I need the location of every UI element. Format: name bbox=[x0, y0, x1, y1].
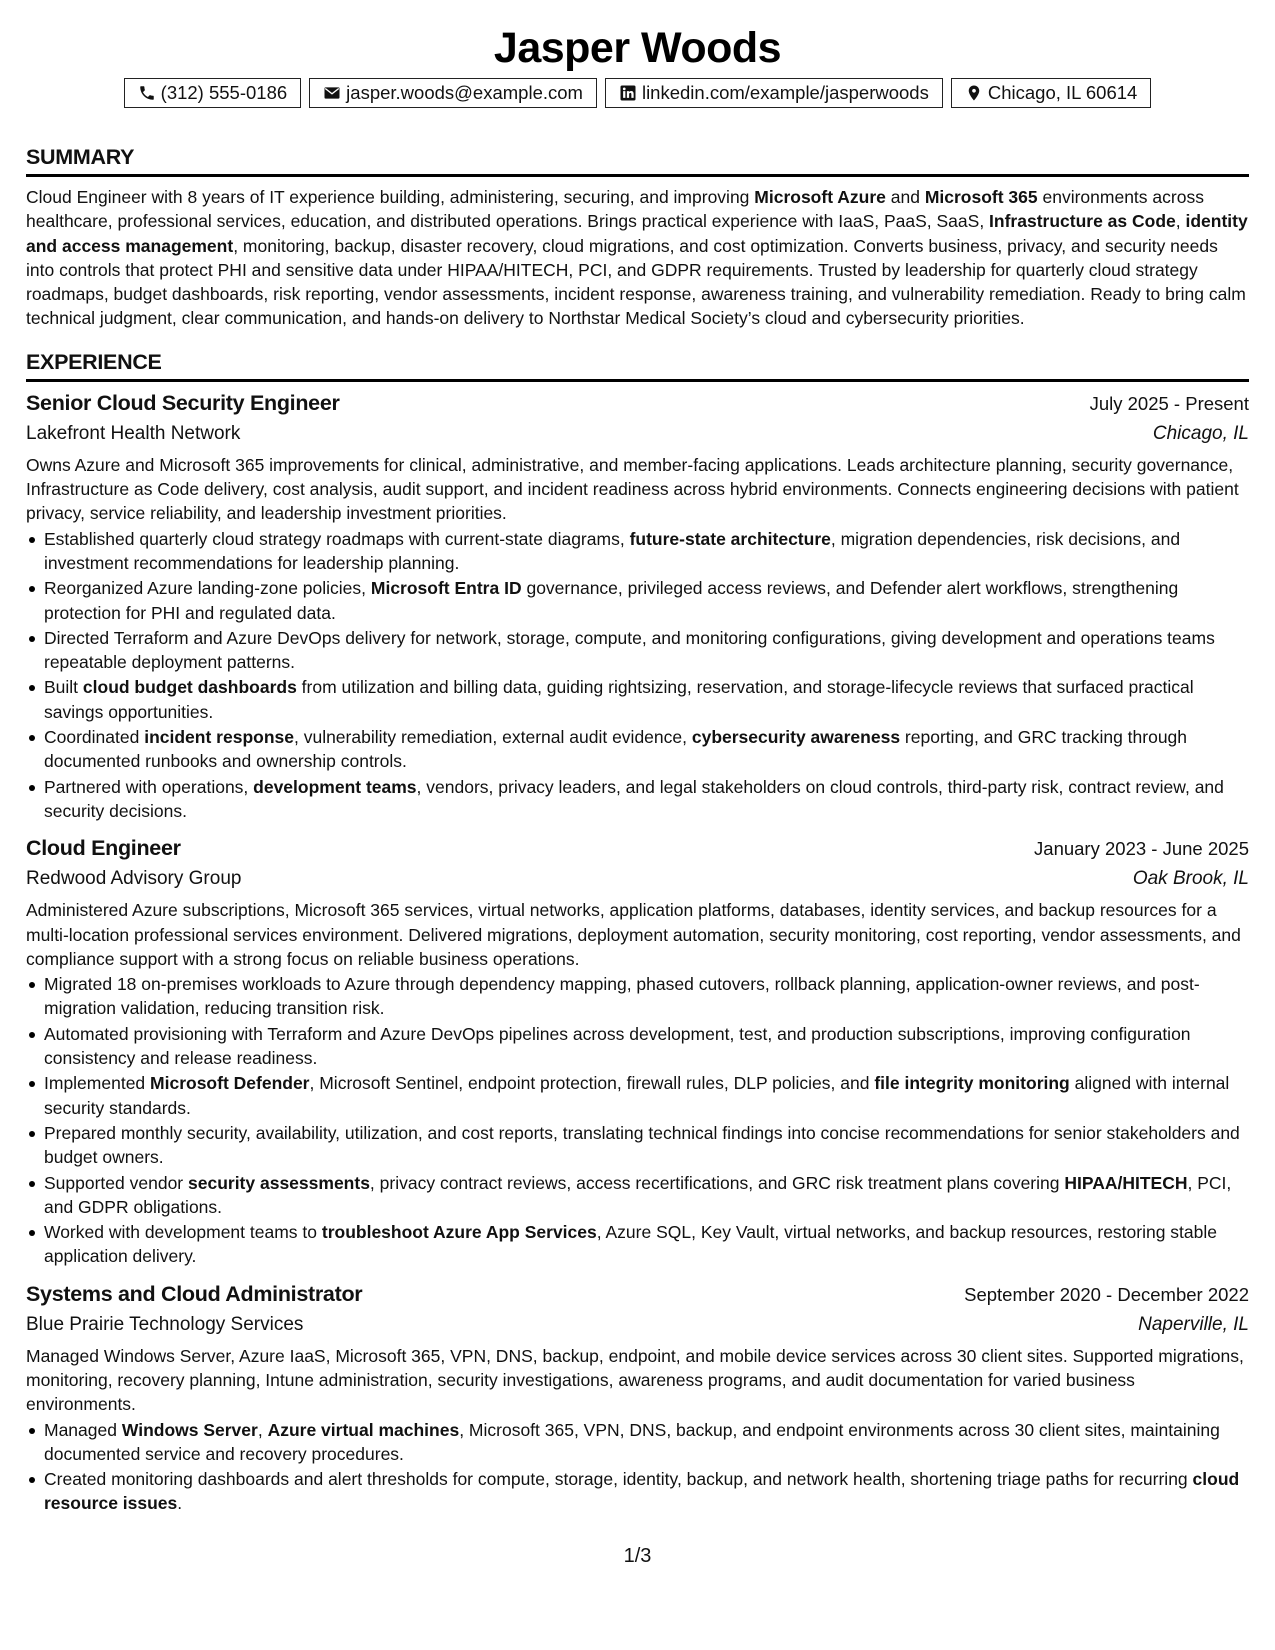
text-run: governance, privileged access reviews, and Defender alert workflows, strengthening protection for PHI and regulated data. bbox=[44, 578, 1179, 623]
bullet-item bbox=[26, 1022, 1249, 1071]
bold-text: incident response bbox=[144, 727, 294, 748]
text-run: reporting, and GRC tracking through documented runbooks and ownership controls. bbox=[44, 727, 1188, 772]
text-run: Worked with development teams to bbox=[44, 1222, 322, 1243]
bullet-item bbox=[26, 725, 1249, 774]
job-title: Cloud Engineer bbox=[26, 836, 181, 861]
job-bullets bbox=[26, 1418, 1249, 1516]
text-run: Partnered with operations, bbox=[44, 776, 254, 797]
text-run: , vulnerability remediation, external audit evidence, bbox=[293, 727, 692, 748]
envelope-icon bbox=[323, 84, 341, 102]
job-entry bbox=[26, 1279, 1249, 1516]
text-run: Automated provisioning with Terraform and Azure DevOps pipelines across development, test, and production subscriptions, improving configuration consistency and release readiness. bbox=[44, 1023, 1191, 1069]
text-run: Implemented bbox=[44, 1073, 151, 1094]
job-entry bbox=[26, 833, 1249, 1268]
text-run: , migration dependencies, risk decisions, and investment recommendations for leadership planning. bbox=[44, 528, 1181, 573]
bullet-item bbox=[26, 1171, 1249, 1220]
contact-bar bbox=[26, 78, 1249, 108]
contact-email-text: jasper.woods@example.com bbox=[346, 81, 583, 103]
bold-text: file integrity monitoring bbox=[874, 1073, 1070, 1094]
text-run: , vendors, privacy leaders, and legal stakeholders on cloud controls, third-party risk, contract review, and security decisions. bbox=[44, 776, 1224, 821]
text-run: , bbox=[1175, 211, 1186, 232]
bullet-item bbox=[26, 576, 1249, 625]
job-dates: January 2023 - June 2025 bbox=[1034, 838, 1249, 860]
job-bullets bbox=[26, 527, 1249, 824]
text-run: . bbox=[177, 1493, 183, 1514]
job-location: Naperville, IL bbox=[1138, 1313, 1249, 1335]
contact-linkedin-text: linkedin.com/example/jasperwoods bbox=[641, 81, 929, 103]
bold-text: HIPAA/HITECH bbox=[1064, 1172, 1188, 1193]
job-description: Managed Windows Server, Azure IaaS, Microsoft 365, VPN, DNS, backup, endpoint, and mobile device services across 30 client sites. Supported migrations, monitoring, recovery planning, Intune administration, security investigations, awareness programs, and audit documentation for varied business environments. bbox=[26, 1345, 1244, 1415]
bold-text: Microsoft Azure bbox=[754, 187, 886, 207]
text-run: , Microsoft 365, VPN, DNS, backup, and endpoint environments across 30 client sites, maintaining documented service and recovery procedures. bbox=[44, 1419, 1220, 1464]
text-run: , Microsoft Sentinel, endpoint protection, firewall rules, DLP policies, and bbox=[309, 1073, 875, 1094]
phone-icon bbox=[138, 84, 156, 102]
text-run: , PCI, and GDPR obligations. bbox=[44, 1172, 1232, 1217]
bold-text: troubleshoot Azure App Services bbox=[321, 1222, 597, 1243]
bullet-item bbox=[26, 1121, 1249, 1170]
bold-text: Microsoft Defender bbox=[150, 1073, 310, 1094]
job-title: Senior Cloud Security Engineer bbox=[26, 390, 340, 415]
bullet-item bbox=[26, 1418, 1249, 1467]
job-location: Oak Brook, IL bbox=[1132, 868, 1249, 890]
experience-heading: EXPERIENCE bbox=[26, 349, 1249, 382]
text-run: Reorganized Azure landing-zone policies, bbox=[44, 578, 371, 599]
contact-location bbox=[951, 78, 1151, 108]
experience-list bbox=[26, 388, 1249, 1516]
text-run: and bbox=[885, 187, 925, 207]
bullet-item bbox=[26, 527, 1249, 576]
page-number: 1/3 bbox=[623, 1545, 652, 1567]
contact-location-text: Chicago, IL 60614 bbox=[987, 81, 1138, 103]
contact-linkedin[interactable] bbox=[605, 78, 943, 108]
bold-text: security assessments bbox=[188, 1172, 370, 1193]
bullet-item bbox=[26, 1071, 1249, 1120]
text-run: Built bbox=[44, 677, 83, 698]
bold-text: Windows Server bbox=[121, 1419, 258, 1440]
job-description: Owns Azure and Microsoft 365 improvements for clinical, administrative, and member-facing applications. Leads architecture planning, security governance, Infrastructure as Code delivery, cost analysis, audit support, and incident readiness across hybrid environments. Connects engineering decisions with patient privacy, service reliability, and leadership investment priorities. bbox=[26, 454, 1239, 524]
summary-heading: SUMMARY bbox=[26, 144, 1249, 177]
job-bullets bbox=[26, 972, 1249, 1269]
bold-text: cloud resource issues bbox=[44, 1469, 1240, 1514]
map-pin-icon bbox=[965, 84, 983, 102]
contact-phone[interactable] bbox=[124, 78, 302, 108]
text-run: aligned with internal security standards. bbox=[44, 1073, 1230, 1118]
job-dates: September 2020 - December 2022 bbox=[964, 1283, 1249, 1305]
bold-text: future-state architecture bbox=[629, 528, 831, 549]
job-dates: July 2025 - Present bbox=[1089, 392, 1249, 414]
job-description: Administered Azure subscriptions, Microsoft 365 services, virtual networks, application platforms, databases, identity services, and backup resources for a multi-location professional services environment. Delivered migrations, deployment automation, security monitoring, cost reporting, vendor assessments, and compliance support with a strong focus on reliable business operations. bbox=[26, 900, 1241, 969]
linkedin-icon bbox=[619, 84, 637, 102]
job-company: Blue Prairie Technology Services bbox=[26, 1313, 304, 1335]
text-run: , monitoring, backup, disaster recovery, cloud migrations, and cost optimization. Converts business, privacy, and security needs into controls that protect PHI and sensitive data under HIPAA/HITECH, PCI, and GDPR requirements. Trusted by leadership for quarterly cloud strategy roadmaps, budget dashboards, risk reporting, vendor assessments, incident response, awareness training, and vulnerability remediation. Ready to bring calm technical judgment, clear communication, and hands-on delivery to Northstar Medical Society’s cloud and cybersecurity priorities. bbox=[26, 235, 1246, 329]
bold-text: Microsoft Entra ID bbox=[370, 578, 522, 599]
text-run: Coordinated bbox=[44, 727, 145, 748]
text-run: Migrated 18 on-premises workloads to Azure through dependency mapping, phased cutovers, rollback planning, application-owner reviews, and post-migration validation, reducing transition risk. bbox=[44, 974, 1200, 1019]
text-run: , privacy contract reviews, access recertifications, and GRC risk treatment plans covering bbox=[369, 1172, 1065, 1193]
bullet-item bbox=[26, 775, 1249, 824]
bold-text: cloud budget dashboards bbox=[82, 677, 297, 698]
bullet-item bbox=[26, 675, 1249, 724]
job-location: Chicago, IL bbox=[1152, 422, 1249, 444]
summary-text bbox=[26, 185, 1249, 331]
text-run: Managed bbox=[44, 1419, 122, 1440]
bold-text: identity and access management bbox=[26, 211, 1248, 256]
text-run: , Azure SQL, Key Vault, virtual networks, and backup resources, restoring stable application delivery. bbox=[44, 1222, 1218, 1267]
job-entry bbox=[26, 388, 1249, 823]
text-run: , bbox=[257, 1419, 268, 1440]
bullet-item bbox=[26, 972, 1249, 1021]
text-run: Prepared monthly security, availability, utilization, and cost reports, translating technical findings into concise recommendations for senior stakeholders and budget owners. bbox=[44, 1122, 1240, 1168]
bullet-item bbox=[26, 1467, 1249, 1516]
job-title: Systems and Cloud Administrator bbox=[26, 1281, 363, 1306]
bold-text: development teams bbox=[253, 776, 417, 797]
text-run: Cloud Engineer with 8 years of IT experience building, administering, securing, and improving bbox=[26, 187, 755, 207]
bullet-item bbox=[26, 1220, 1249, 1269]
contact-phone-text: (312) 555-0186 bbox=[160, 81, 288, 103]
contact-email[interactable] bbox=[309, 78, 597, 108]
job-company: Redwood Advisory Group bbox=[26, 868, 242, 890]
text-run: Created monitoring dashboards and alert thresholds for compute, storage, identity, backup, and network health, shortening triage paths for recurring bbox=[44, 1469, 1193, 1490]
bold-text: Azure virtual machines bbox=[267, 1419, 460, 1440]
bullet-item bbox=[26, 626, 1249, 675]
candidate-name: Jasper Woods bbox=[493, 24, 782, 72]
bold-text: Infrastructure as Code bbox=[989, 211, 1176, 232]
text-run: from utilization and billing data, guiding rightsizing, reservation, and storage-lifecycle reviews that surfaced practical savings opportunities. bbox=[44, 677, 1194, 722]
text-run: Established quarterly cloud strategy roadmaps with current-state diagrams, bbox=[44, 528, 630, 549]
bold-text: cybersecurity awareness bbox=[691, 727, 901, 748]
text-run: Directed Terraform and Azure DevOps delivery for network, storage, compute, and monitoring configurations, giving development and operations teams repeatable deployment patterns. bbox=[44, 627, 1215, 673]
text-run: environments across healthcare, professional services, education, and distributed operations. Brings practical experience with IaaS, PaaS, SaaS, bbox=[26, 187, 1204, 232]
job-company: Lakefront Health Network bbox=[26, 422, 241, 444]
bold-text: Microsoft 365 bbox=[924, 187, 1038, 207]
text-run: Supported vendor bbox=[44, 1172, 188, 1193]
